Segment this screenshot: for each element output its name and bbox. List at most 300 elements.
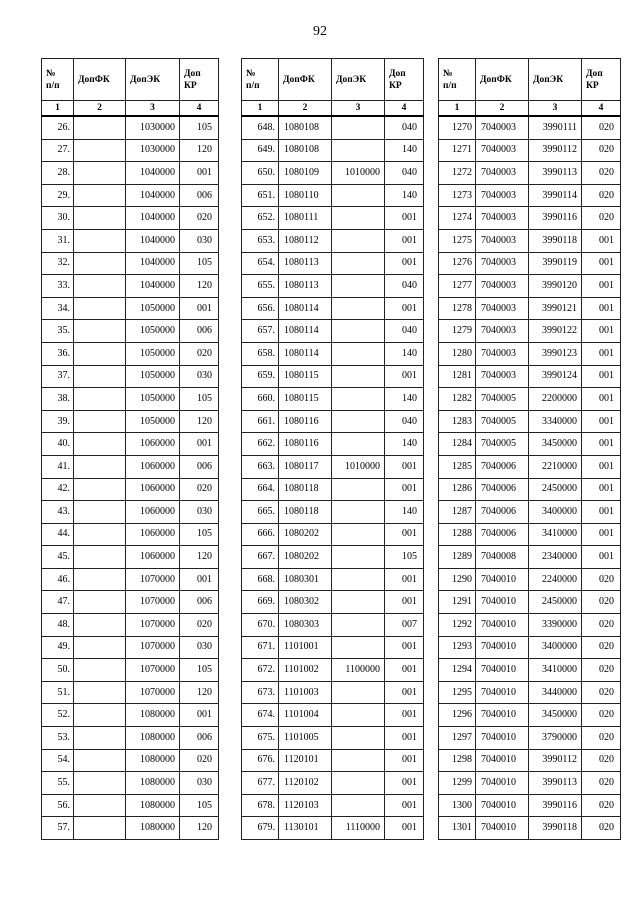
dopek-cell: 3990118	[529, 817, 582, 840]
dopkr-cell: 020	[582, 184, 621, 207]
dopfk-cell: 1101005	[279, 727, 332, 750]
table-row	[42, 523, 219, 546]
row-number-cell: 38.	[42, 388, 74, 411]
table-row	[242, 433, 424, 456]
dopfk-cell: 1080301	[279, 568, 332, 591]
dopfk-cell: 1080114	[279, 320, 332, 343]
dopek-cell: 2200000	[529, 388, 582, 411]
dopek-cell: 1060000	[126, 501, 180, 524]
dopek-cell: 3990113	[529, 162, 582, 185]
dopkr-cell: 020	[582, 704, 621, 727]
dopek-cell	[332, 433, 385, 456]
row-number-cell: 1282	[439, 388, 476, 411]
row-number-cell: 35.	[42, 320, 74, 343]
table-row	[439, 523, 621, 546]
dopkr-cell: 140	[385, 388, 424, 411]
table-row	[42, 546, 219, 569]
dopkr-cell: 120	[180, 817, 219, 840]
dopfk-cell: 1080114	[279, 297, 332, 320]
dopek-cell	[332, 320, 385, 343]
row-number-cell: 51.	[42, 681, 74, 704]
table-row	[439, 410, 621, 433]
dopkr-cell: 105	[180, 116, 219, 139]
dopkr-cell: 140	[385, 433, 424, 456]
dopek-cell	[332, 614, 385, 637]
dopek-cell: 3410000	[529, 523, 582, 546]
dopfk-cell: 7040003	[476, 320, 529, 343]
dopfk-cell: 7040003	[476, 139, 529, 162]
dopkr-cell: 001	[582, 410, 621, 433]
row-number-cell: 1300	[439, 794, 476, 817]
dopfk-cell: 7040010	[476, 614, 529, 637]
dopfk-cell: 7040010	[476, 636, 529, 659]
dopfk-cell	[74, 455, 126, 478]
row-number-cell: 1287	[439, 501, 476, 524]
column-number: 3	[332, 101, 385, 117]
dopfk-cell	[74, 410, 126, 433]
dopkr-cell: 020	[582, 772, 621, 795]
row-number-cell: 49.	[42, 636, 74, 659]
dopek-cell: 3990120	[529, 275, 582, 298]
dopek-cell: 1070000	[126, 636, 180, 659]
table-row	[439, 636, 621, 659]
dopfk-cell: 1080302	[279, 591, 332, 614]
table-row	[42, 297, 219, 320]
dopek-cell: 1070000	[126, 591, 180, 614]
dopek-cell: 1080000	[126, 772, 180, 795]
dopkr-cell: 105	[180, 252, 219, 275]
dopek-cell	[332, 139, 385, 162]
row-number-cell: 52.	[42, 704, 74, 727]
dopek-cell	[332, 229, 385, 252]
row-number-cell: 654.	[242, 252, 279, 275]
dopkr-cell: 001	[385, 455, 424, 478]
dopek-cell: 2210000	[529, 455, 582, 478]
dopfk-cell	[74, 546, 126, 569]
column-number: 3	[529, 101, 582, 117]
dopfk-cell	[74, 794, 126, 817]
row-number-cell: 658.	[242, 342, 279, 365]
dopfk-cell	[74, 681, 126, 704]
table-row	[439, 275, 621, 298]
table-row	[42, 568, 219, 591]
dopek-cell	[332, 794, 385, 817]
row-number-cell: 670.	[242, 614, 279, 637]
row-number-cell: 662.	[242, 433, 279, 456]
dopfk-cell: 7040010	[476, 568, 529, 591]
dopkr-cell: 030	[180, 229, 219, 252]
table-row	[242, 297, 424, 320]
column-header: ДопЭК	[126, 59, 180, 101]
row-number-cell: 1270	[439, 116, 476, 139]
dopek-cell	[332, 342, 385, 365]
row-number-cell: 1296	[439, 704, 476, 727]
row-number-cell: 55.	[42, 772, 74, 795]
dopek-cell	[332, 772, 385, 795]
dopkr-cell: 001	[582, 342, 621, 365]
dopek-cell: 1070000	[126, 614, 180, 637]
row-number-cell: 33.	[42, 275, 74, 298]
table-row	[242, 749, 424, 772]
row-number-cell: 41.	[42, 455, 74, 478]
dopkr-cell: 006	[180, 727, 219, 750]
row-number-cell: 650.	[242, 162, 279, 185]
dopkr-cell: 030	[180, 636, 219, 659]
codes-table-3	[438, 58, 621, 840]
table-row	[242, 388, 424, 411]
table-row	[439, 772, 621, 795]
column-number: 1	[42, 101, 74, 117]
dopek-cell: 3990111	[529, 116, 582, 139]
dopek-cell: 1040000	[126, 184, 180, 207]
column-number: 2	[74, 101, 126, 117]
table-row	[439, 749, 621, 772]
dopkr-cell: 001	[385, 772, 424, 795]
dopfk-cell: 1080303	[279, 614, 332, 637]
table-row	[242, 704, 424, 727]
table-row	[439, 184, 621, 207]
dopfk-cell: 1080113	[279, 275, 332, 298]
dopek-cell: 3450000	[529, 704, 582, 727]
dopfk-cell	[74, 207, 126, 230]
table-row	[439, 681, 621, 704]
dopkr-cell: 020	[180, 478, 219, 501]
dopfk-cell	[74, 749, 126, 772]
dopfk-cell: 7040005	[476, 388, 529, 411]
dopkr-cell: 001	[385, 727, 424, 750]
row-number-cell: 1293	[439, 636, 476, 659]
row-number-cell: 661.	[242, 410, 279, 433]
table-row	[42, 116, 219, 139]
table-row	[439, 297, 621, 320]
table-row	[42, 433, 219, 456]
row-number-cell: 32.	[42, 252, 74, 275]
dopkr-cell: 020	[582, 794, 621, 817]
table-row	[439, 229, 621, 252]
dopkr-cell: 030	[180, 772, 219, 795]
dopek-cell: 1050000	[126, 320, 180, 343]
dopfk-cell	[74, 365, 126, 388]
table-row	[242, 116, 424, 139]
dopkr-cell: 020	[582, 207, 621, 230]
dopek-cell: 1010000	[332, 162, 385, 185]
table-row	[42, 659, 219, 682]
table-row	[242, 455, 424, 478]
dopfk-cell: 7040005	[476, 433, 529, 456]
table-row	[42, 207, 219, 230]
dopfk-cell: 7040003	[476, 184, 529, 207]
dopek-cell: 1040000	[126, 275, 180, 298]
dopkr-cell: 001	[385, 659, 424, 682]
dopfk-cell: 7040003	[476, 116, 529, 139]
row-number-cell: 671.	[242, 636, 279, 659]
dopek-cell: 3990116	[529, 207, 582, 230]
dopkr-cell: 020	[180, 749, 219, 772]
dopkr-cell: 020	[582, 727, 621, 750]
dopkr-cell: 001	[582, 523, 621, 546]
row-number-cell: 42.	[42, 478, 74, 501]
header-row	[42, 59, 219, 101]
dopkr-cell: 020	[582, 749, 621, 772]
dopkr-cell: 001	[385, 478, 424, 501]
table-row	[439, 388, 621, 411]
dopek-cell	[332, 388, 385, 411]
dopkr-cell: 040	[385, 410, 424, 433]
row-number-cell: 34.	[42, 297, 74, 320]
column-number: 2	[476, 101, 529, 117]
dopfk-cell: 7040008	[476, 546, 529, 569]
dopkr-cell: 001	[582, 252, 621, 275]
column-header: ДопФК	[476, 59, 529, 101]
row-number-cell: 673.	[242, 681, 279, 704]
column-number: 4	[385, 101, 424, 117]
dopfk-cell: 7040010	[476, 749, 529, 772]
dopkr-cell: 040	[385, 320, 424, 343]
column-header: ДопФК	[279, 59, 332, 101]
table-row	[242, 794, 424, 817]
dopfk-cell: 1080111	[279, 207, 332, 230]
row-number-cell: 1271	[439, 139, 476, 162]
table-row	[42, 727, 219, 750]
dopfk-cell	[74, 320, 126, 343]
row-number-cell: 1289	[439, 546, 476, 569]
dopkr-cell: 020	[582, 636, 621, 659]
dopkr-cell: 001	[385, 207, 424, 230]
dopek-cell	[332, 252, 385, 275]
dopkr-cell: 020	[582, 659, 621, 682]
dopkr-cell: 001	[385, 817, 424, 840]
row-number-cell: 659.	[242, 365, 279, 388]
dopek-cell	[332, 546, 385, 569]
row-number-cell: 1276	[439, 252, 476, 275]
table-row	[42, 591, 219, 614]
dopkr-cell: 020	[582, 162, 621, 185]
table-row	[242, 478, 424, 501]
dopfk-cell	[74, 772, 126, 795]
row-number-cell: 674.	[242, 704, 279, 727]
dopek-cell: 1040000	[126, 207, 180, 230]
row-number-cell: 1272	[439, 162, 476, 185]
row-number-cell: 1283	[439, 410, 476, 433]
dopkr-cell: 001	[582, 478, 621, 501]
dopfk-cell: 1101002	[279, 659, 332, 682]
dopfk-cell: 1101004	[279, 704, 332, 727]
table-row	[42, 636, 219, 659]
row-number-cell: 29.	[42, 184, 74, 207]
dopfk-cell: 1080118	[279, 478, 332, 501]
dopek-cell: 1070000	[126, 659, 180, 682]
dopek-cell: 1060000	[126, 523, 180, 546]
dopfk-cell: 1080110	[279, 184, 332, 207]
table-row	[242, 275, 424, 298]
table-row	[439, 817, 621, 840]
row-number-cell: 648.	[242, 116, 279, 139]
dopkr-cell: 001	[582, 320, 621, 343]
row-number-cell: 1295	[439, 681, 476, 704]
dopkr-cell: 105	[180, 659, 219, 682]
dopfk-cell: 1130101	[279, 817, 332, 840]
row-number-cell: 45.	[42, 546, 74, 569]
dopkr-cell: 001	[180, 568, 219, 591]
row-number-cell: 675.	[242, 727, 279, 750]
dopek-cell: 1060000	[126, 455, 180, 478]
dopkr-cell: 020	[180, 207, 219, 230]
table-row	[439, 116, 621, 139]
row-number-cell: 1280	[439, 342, 476, 365]
dopfk-cell: 7040003	[476, 297, 529, 320]
dopek-cell	[332, 636, 385, 659]
dopfk-cell: 1120103	[279, 794, 332, 817]
dopfk-cell: 7040006	[476, 523, 529, 546]
dopfk-cell	[74, 727, 126, 750]
dopfk-cell: 1080116	[279, 410, 332, 433]
dopek-cell: 1060000	[126, 433, 180, 456]
dopek-cell: 1110000	[332, 817, 385, 840]
dopek-cell: 1080000	[126, 794, 180, 817]
row-number-cell: 1297	[439, 727, 476, 750]
table-row	[242, 320, 424, 343]
table-row	[242, 523, 424, 546]
row-number-cell: 1292	[439, 614, 476, 637]
table-row	[242, 184, 424, 207]
dopek-cell: 3400000	[529, 501, 582, 524]
row-number-cell: 53.	[42, 727, 74, 750]
table-row	[42, 229, 219, 252]
table-row	[42, 184, 219, 207]
column-number: 2	[279, 101, 332, 117]
dopek-cell: 1080000	[126, 817, 180, 840]
dopfk-cell: 7040010	[476, 772, 529, 795]
dopfk-cell: 7040003	[476, 365, 529, 388]
dopfk-cell	[74, 297, 126, 320]
table-row	[242, 139, 424, 162]
row-number-cell: 46.	[42, 568, 74, 591]
row-number-cell: 1273	[439, 184, 476, 207]
dopfk-cell: 7040006	[476, 478, 529, 501]
table-row	[439, 455, 621, 478]
dopfk-cell: 7040003	[476, 275, 529, 298]
dopkr-cell: 020	[582, 614, 621, 637]
dopkr-cell: 001	[385, 252, 424, 275]
dopfk-cell	[74, 139, 126, 162]
dopkr-cell: 001	[180, 297, 219, 320]
dopek-cell: 1040000	[126, 162, 180, 185]
row-number-cell: 50.	[42, 659, 74, 682]
dopfk-cell	[74, 184, 126, 207]
table-row	[42, 614, 219, 637]
dopfk-cell: 7040003	[476, 229, 529, 252]
dopkr-cell: 020	[180, 342, 219, 365]
dopfk-cell: 7040003	[476, 207, 529, 230]
dopkr-cell: 105	[180, 523, 219, 546]
dopek-cell: 3990121	[529, 297, 582, 320]
row-number-cell: 667.	[242, 546, 279, 569]
table-row	[42, 478, 219, 501]
row-number-cell: 1285	[439, 455, 476, 478]
dopkr-cell: 120	[180, 546, 219, 569]
table-row	[242, 501, 424, 524]
row-number-cell: 1299	[439, 772, 476, 795]
dopkr-cell: 120	[180, 275, 219, 298]
dopfk-cell: 7040003	[476, 252, 529, 275]
row-number-cell: 653.	[242, 229, 279, 252]
dopek-cell: 2450000	[529, 591, 582, 614]
row-number-cell: 666.	[242, 523, 279, 546]
dopfk-cell: 1120101	[279, 749, 332, 772]
table-row	[242, 568, 424, 591]
column-number-row	[439, 101, 621, 117]
dopkr-cell: 007	[385, 614, 424, 637]
row-number-cell: 48.	[42, 614, 74, 637]
dopfk-cell: 7040010	[476, 727, 529, 750]
table-row	[242, 342, 424, 365]
table-row	[439, 252, 621, 275]
row-number-cell: 1294	[439, 659, 476, 682]
row-number-cell: 657.	[242, 320, 279, 343]
row-number-cell: 1275	[439, 229, 476, 252]
dopfk-cell: 1120102	[279, 772, 332, 795]
row-number-cell: 27.	[42, 139, 74, 162]
row-number-cell: 1298	[439, 749, 476, 772]
row-number-cell: 655.	[242, 275, 279, 298]
row-number-cell: 1274	[439, 207, 476, 230]
dopfk-cell: 7040010	[476, 817, 529, 840]
dopkr-cell: 105	[385, 546, 424, 569]
page-number: 92	[313, 24, 327, 39]
dopkr-cell: 120	[180, 410, 219, 433]
dopkr-cell: 001	[385, 636, 424, 659]
dopek-cell: 1030000	[126, 116, 180, 139]
dopfk-cell: 1101003	[279, 681, 332, 704]
dopfk-cell: 7040010	[476, 659, 529, 682]
dopek-cell: 3400000	[529, 636, 582, 659]
dopek-cell: 3440000	[529, 681, 582, 704]
dopkr-cell: 040	[385, 116, 424, 139]
dopek-cell: 3410000	[529, 659, 582, 682]
dopfk-cell	[74, 388, 126, 411]
dopkr-cell: 001	[385, 229, 424, 252]
dopkr-cell: 001	[385, 749, 424, 772]
table-row	[439, 139, 621, 162]
dopfk-cell	[74, 342, 126, 365]
dopkr-cell: 001	[385, 365, 424, 388]
row-number-cell: 1279	[439, 320, 476, 343]
dopfk-cell: 1080108	[279, 116, 332, 139]
dopkr-cell: 001	[180, 433, 219, 456]
row-number-cell: 1278	[439, 297, 476, 320]
dopfk-cell	[74, 478, 126, 501]
table-row	[242, 614, 424, 637]
table-row	[439, 659, 621, 682]
table-row	[439, 478, 621, 501]
table-row	[242, 162, 424, 185]
dopkr-cell: 001	[385, 704, 424, 727]
dopkr-cell: 001	[385, 297, 424, 320]
dopek-cell	[332, 727, 385, 750]
column-number: 1	[242, 101, 279, 117]
table-row	[42, 388, 219, 411]
dopek-cell: 3390000	[529, 614, 582, 637]
column-header: № п/п	[242, 59, 279, 101]
dopkr-cell: 001	[582, 501, 621, 524]
table-row	[42, 320, 219, 343]
dopek-cell	[332, 410, 385, 433]
table-row	[439, 207, 621, 230]
table-row	[439, 704, 621, 727]
dopfk-cell	[74, 433, 126, 456]
dopek-cell	[332, 591, 385, 614]
dopek-cell: 3990118	[529, 229, 582, 252]
